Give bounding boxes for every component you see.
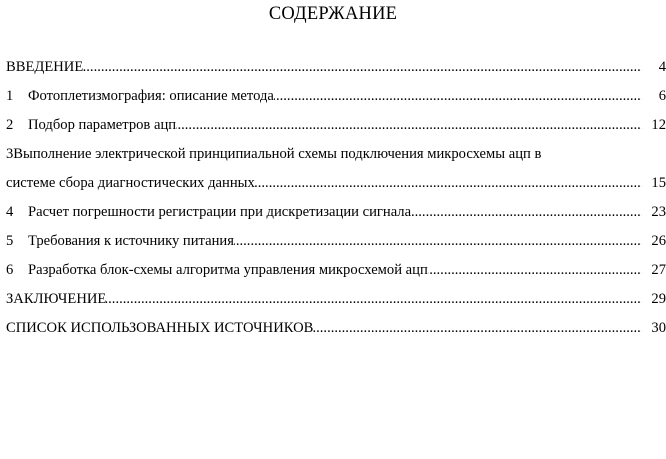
toc-entry-title: Требования к источнику питания bbox=[28, 233, 234, 249]
toc-entry-title: ЗАКЛЮЧЕНИЕ bbox=[6, 291, 107, 307]
toc-page-number: 26 bbox=[642, 230, 666, 253]
toc-page-number: 12 bbox=[642, 114, 666, 137]
toc-entry-title: Фотоплетизмография: описание метода bbox=[28, 88, 274, 104]
toc-entry-number: 3 bbox=[6, 146, 14, 162]
toc-entry-2 bbox=[6, 114, 666, 137]
toc-entry-conclusion bbox=[6, 288, 666, 311]
toc-entry-6 bbox=[6, 259, 666, 282]
dot-leader bbox=[6, 56, 644, 79]
toc-entry-introduction bbox=[6, 56, 666, 79]
toc-entry-title: Выполнение электрической принципиальной схемы подключения микросхемы ацп в bbox=[13, 146, 542, 162]
toc-entry-3-line-2 bbox=[6, 172, 666, 195]
toc-entry-title: Разработка блок-схемы алгоритма управления микросхемой ацп bbox=[28, 262, 428, 278]
toc-entry-1 bbox=[6, 85, 666, 108]
toc-entry-number: 6 bbox=[6, 259, 28, 282]
toc-page-number: 23 bbox=[642, 201, 666, 224]
toc-page-number: 29 bbox=[642, 288, 666, 311]
toc-entry-4 bbox=[6, 201, 666, 224]
toc-entry-title: ВВЕДЕНИЕ bbox=[6, 59, 84, 75]
toc-page-number: 15 bbox=[642, 172, 666, 195]
toc-entry-number: 4 bbox=[6, 201, 28, 224]
toc-entry-3-line-1 bbox=[6, 143, 666, 166]
toc-entry-title-continued: системе сбора диагностических данных bbox=[6, 175, 255, 191]
page-title: СОДЕРЖАНИЕ bbox=[268, 4, 398, 24]
toc-page-number: 30 bbox=[642, 317, 666, 340]
toc-entry-title: СПИСОК ИСПОЛЬЗОВАННЫХ ИСТОЧНИКОВ bbox=[6, 320, 314, 336]
toc-entry-number: 2 bbox=[6, 114, 28, 137]
toc-entry-title: Расчет погрешности регистрации при дискретизации сигнала bbox=[28, 204, 412, 220]
toc-page-number: 4 bbox=[642, 56, 666, 79]
toc-entry-5 bbox=[6, 230, 666, 253]
toc-entry-title: Подбор параметров ацп bbox=[28, 117, 177, 133]
toc-page-number: 6 bbox=[642, 85, 666, 108]
toc-page-number: 27 bbox=[642, 259, 666, 282]
toc-entry-number: 5 bbox=[6, 230, 28, 253]
table-of-contents bbox=[6, 56, 666, 346]
toc-entry-number: 1 bbox=[6, 85, 28, 108]
toc-entry-references bbox=[6, 317, 666, 340]
